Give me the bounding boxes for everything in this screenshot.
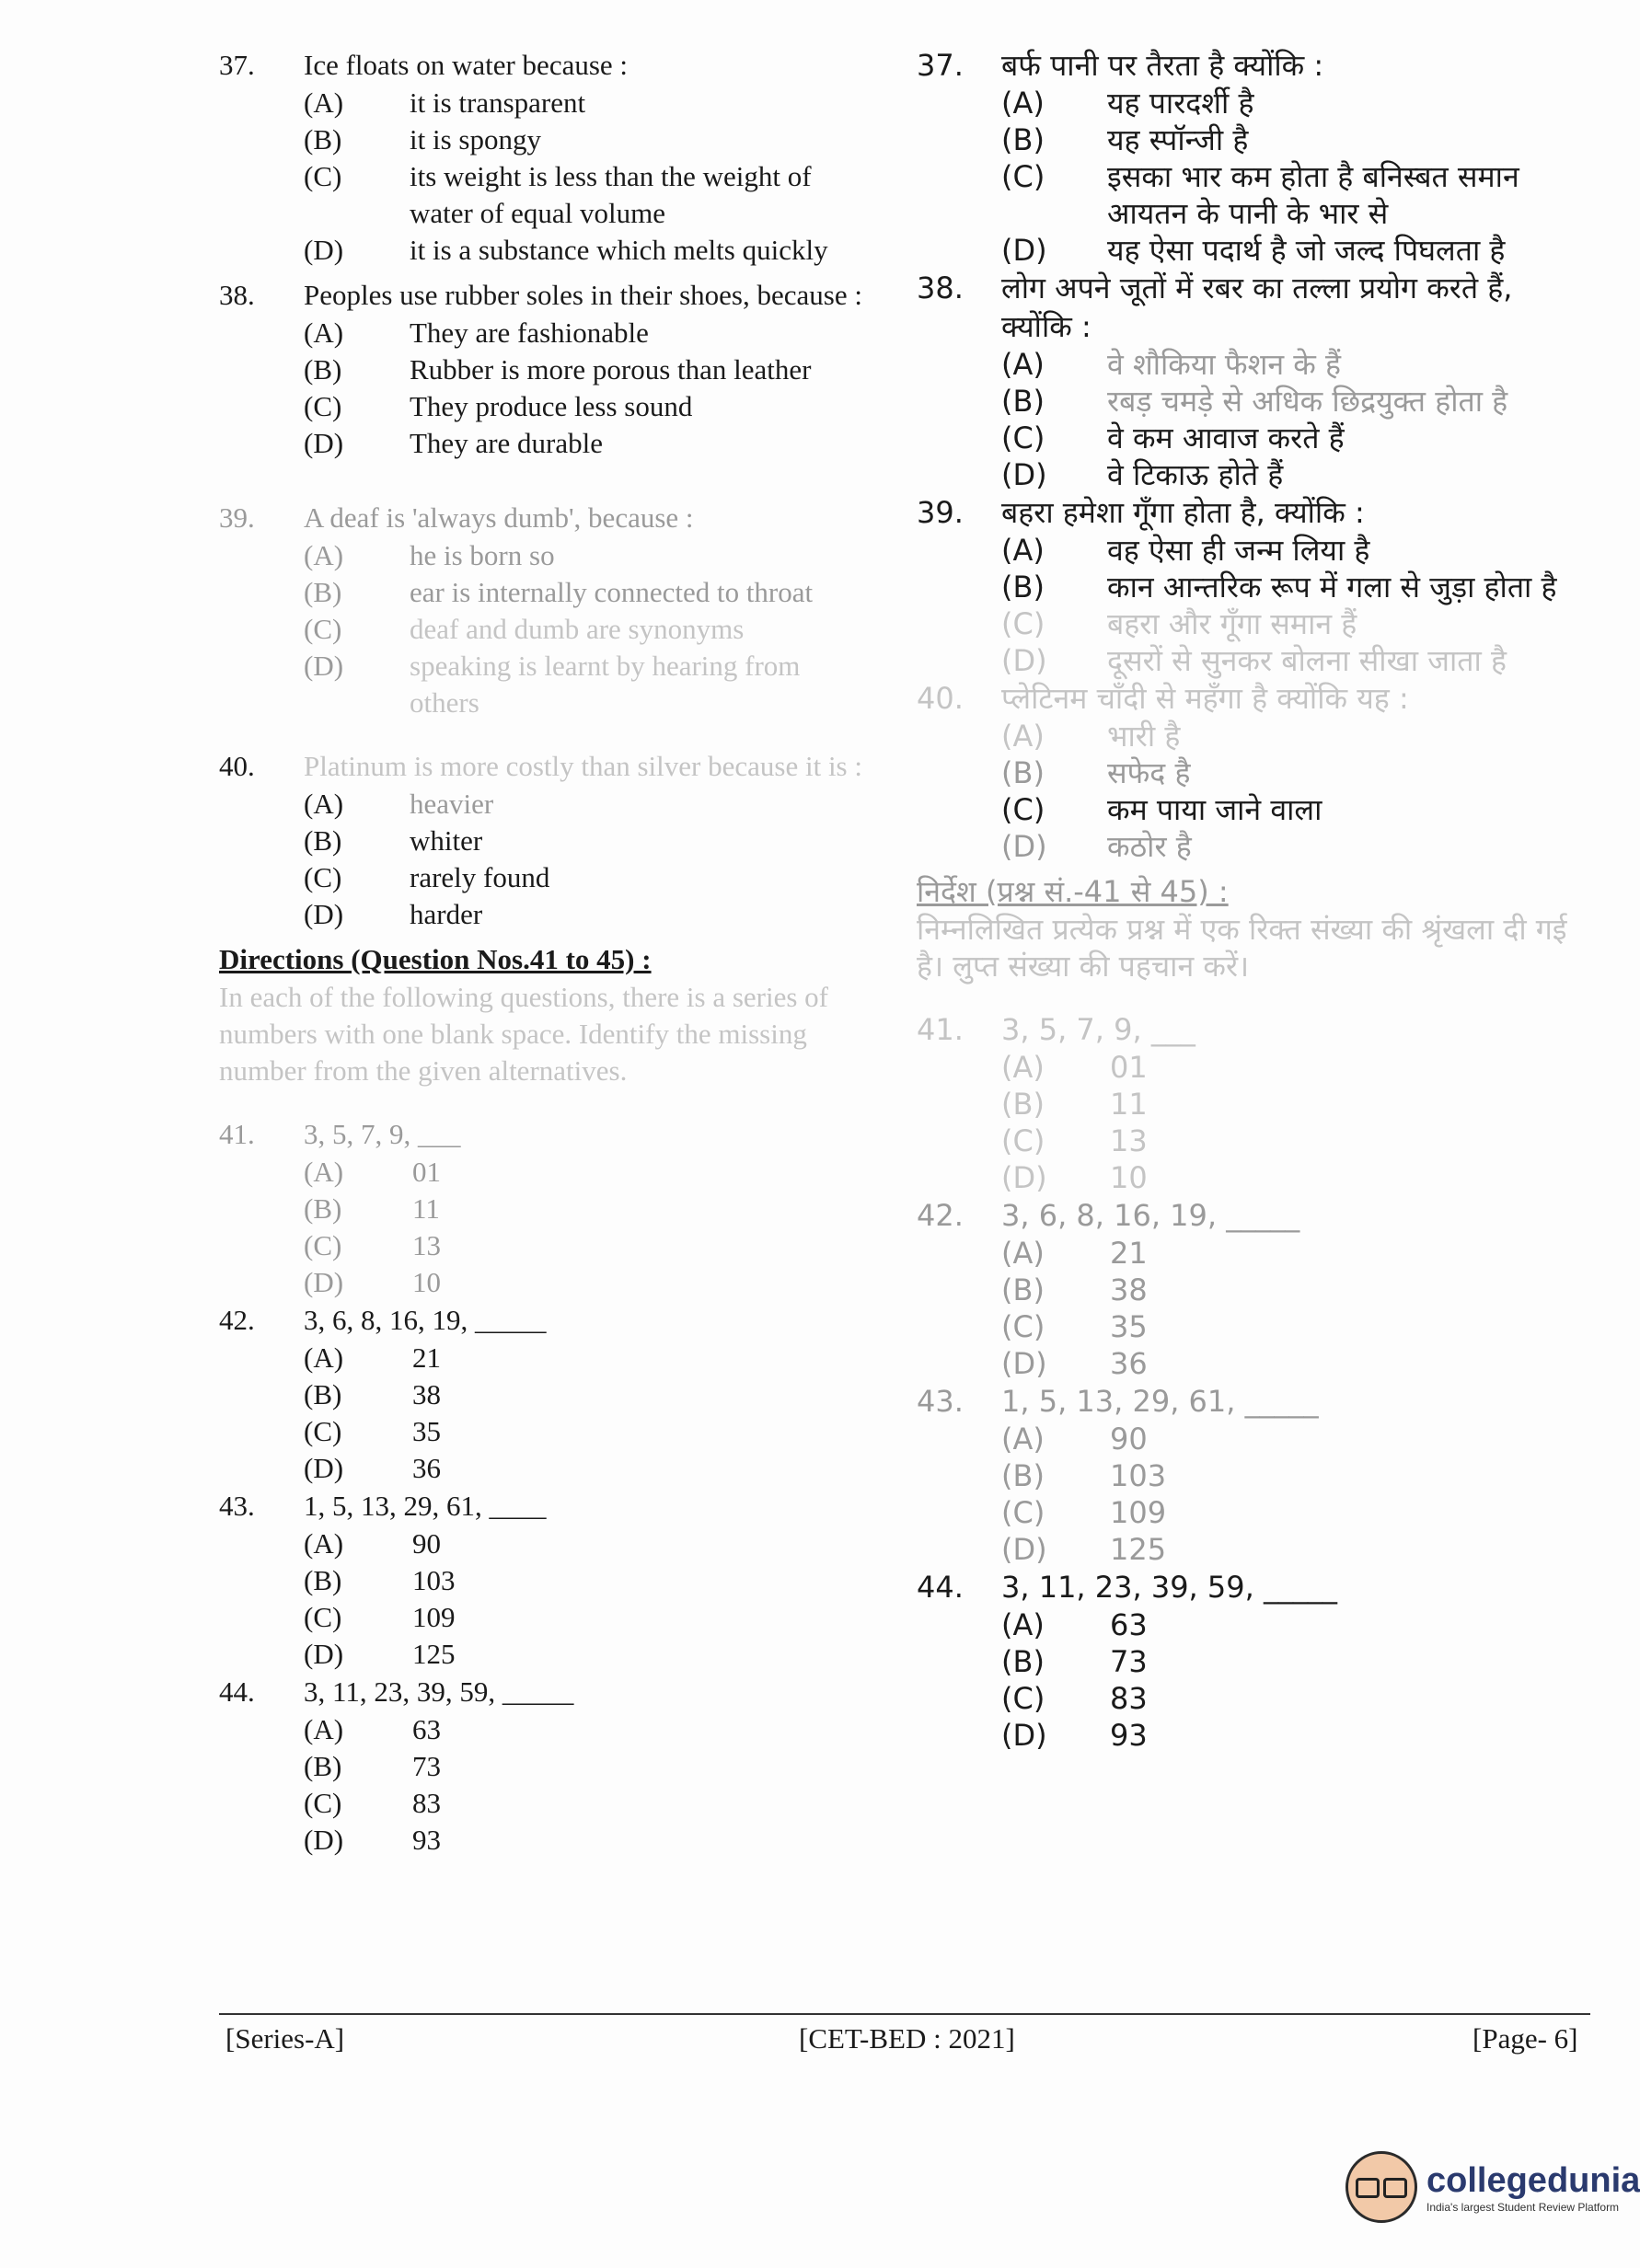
option: (B) 73 [1001,1644,1148,1679]
question-text: 3, 6, 8, 16, 19, _____ [304,1304,547,1336]
question-text: 3, 5, 7, 9, ___ [304,1118,461,1150]
option: (D) कठोर है [1001,829,1192,864]
question-40-hi [917,679,1579,865]
option: (B) 38 [1001,1272,1148,1307]
directions-body: निम्नलिखित प्रत्येक प्रश्न में एक रिक्त संख्या की श्रृंखला दी गई है। लुप्त संख्या की पहचान करें। [917,912,1567,984]
question-43-hi [917,1382,1579,1568]
option: (A) it is transparent [304,86,586,119]
question-text: Peoples use rubber soles in their shoes, because : [304,279,862,311]
footer-exam: [CET-BED : 2021] [799,2022,1015,2055]
question-text: 3, 5, 7, 9, ___ [1001,1012,1195,1047]
question-number: 37. [219,49,255,81]
option: (B) 11 [304,1192,440,1225]
question-text: Ice floats on water because : [304,49,629,81]
option: (A) 63 [304,1713,441,1745]
option: (C) 13 [1001,1123,1148,1158]
option: (C) वे कम आवाज करते हैं [1001,420,1345,455]
option: (C) बहरा और गूँगा समान हैं [1001,606,1357,641]
question-text: Platinum is more costly than silver because it is : [304,750,862,782]
option: (A) 63 [1001,1607,1148,1642]
question-text: बर्फ पानी पर तैरता है क्योंकि : [1001,48,1324,83]
option: (C) rarely found [304,861,550,893]
option: (C) deaf and dumb are synonyms [304,613,745,645]
question-38-en [219,276,863,462]
option: (B) ear is internally connected to throat [304,576,814,608]
question-number: 40. [219,750,255,782]
hindi-column [917,46,1579,1754]
question-43-en [219,1487,863,1673]
option: (B) 103 [304,1564,456,1596]
option: (A) 01 [1001,1050,1148,1085]
question-39-hi [917,493,1579,679]
option: (C) 35 [304,1415,441,1447]
question-text: 1, 5, 13, 29, 61, ____ [304,1490,547,1522]
question-number: 42. [917,1198,964,1233]
question-number: 39. [219,501,255,534]
option: (C) 13 [304,1229,441,1261]
option: (B) 73 [304,1750,441,1782]
option: (D) दूसरों से सुनकर बोलना सीखा जाता है [1001,643,1507,678]
question-text: बहरा हमेशा गूँगा होता है, क्योंकि : [1001,495,1365,530]
question-text: 3, 11, 23, 39, 59, _____ [1001,1570,1337,1605]
option: (D) speaking is learnt by hearing from others [304,650,801,719]
option: (D) वे टिकाऊ होते हैं [1001,457,1284,492]
option: (A) he is born so [304,539,555,571]
question-44-hi [917,1568,1579,1754]
question-number: 41. [917,1012,964,1047]
question-number: 39. [917,495,964,530]
question-number: 44. [219,1675,255,1708]
question-38-hi [917,269,1579,493]
option: (C) कम पाया जाने वाला [1001,792,1322,827]
question-37-hi [917,46,1579,269]
option: (C) 83 [304,1787,441,1819]
option: (D) They are durable [304,427,603,459]
option: (A) 90 [1001,1422,1148,1456]
option: (D) यह ऐसा पदार्थ है जो जल्द पिघलता है [1001,233,1506,268]
option: (A) 21 [304,1341,441,1374]
question-number: 43. [219,1490,255,1522]
question-39-en [219,499,863,721]
option: (C) its weight is less than the weight of water of equal volume [304,160,812,229]
question-text: 3, 6, 8, 16, 19, _____ [1001,1198,1300,1233]
option: (A) heavier [304,788,494,820]
question-number: 42. [219,1304,255,1336]
question-text: 1, 5, 13, 29, 61, _____ [1001,1384,1319,1419]
option: (C) 83 [1001,1681,1148,1716]
question-number: 40. [917,681,964,716]
option: (B) यह स्पॉन्जी है [1001,122,1249,157]
option: (B) कान आन्तरिक रूप में गला से जुड़ा होता है [1001,570,1557,604]
question-41-en [219,1115,863,1301]
option: (B) 11 [1001,1087,1148,1122]
option: (B) it is spongy [304,123,541,155]
question-number: 43. [917,1384,964,1419]
option: (A) यह पारदर्शी है [1001,86,1254,121]
question-42-hi [917,1196,1579,1382]
option: (D) it is a substance which melts quickly [304,234,828,266]
logo-name: collegedunia [1426,2160,1640,2200]
option: (D) 10 [1001,1160,1148,1195]
question-number: 38. [219,279,255,311]
english-column [219,46,863,1859]
option: (D) 125 [304,1638,456,1670]
option: (A) वे शौकिया फैशन के हैं [1001,347,1341,382]
logo-tagline: India's largest Student Review Platform [1426,2200,1620,2214]
option: (A) 90 [304,1527,441,1560]
question-number: 44. [917,1570,964,1605]
directions-title: Directions (Question Nos.41 to 45) : [219,943,652,975]
option: (D) harder [304,898,483,930]
option: (B) रबड़ चमड़े से अधिक छिद्रयुक्त होता है [1001,384,1508,419]
option: (A) वह ऐसा ही जन्म लिया है [1001,533,1370,568]
option: (D) 36 [304,1452,441,1484]
question-text: लोग अपने जूतों में रबर का तल्ला प्रयोग करते हैं, क्योंकि : [1001,271,1513,344]
option: (A) They are fashionable [304,317,649,349]
question-41-hi [917,1010,1579,1196]
option: (D) 36 [1001,1346,1148,1381]
question-40-en [219,747,863,933]
option: (D) 93 [304,1824,441,1856]
option: (C) 109 [1001,1495,1167,1530]
option: (B) Rubber is more porous than leather [304,353,812,386]
option: (A) 21 [1001,1236,1148,1271]
option: (D) 93 [1001,1718,1148,1753]
option: (B) whiter [304,824,483,857]
question-42-en [219,1301,863,1487]
option: (A) 01 [304,1156,441,1188]
question-text: 3, 11, 23, 39, 59, _____ [304,1675,574,1708]
directions-title: निर्देश (प्रश्न सं.-41 से 45) : [917,874,1229,909]
question-text: प्लेटिनम चाँदी से महँगा है क्योंकि यह : [1001,681,1409,716]
option: (C) 35 [1001,1309,1148,1344]
option: (D) 125 [1001,1532,1167,1567]
question-number: 38. [917,271,964,305]
footer-series: [Series-A] [225,2022,345,2055]
question-44-en [219,1673,863,1859]
option: (D) 10 [304,1266,441,1298]
question-37-en [219,46,863,269]
question-number: 41. [219,1118,255,1150]
option: (C) इसका भार कम होता है बनिस्बत समान आयतन के पानी के भार से [1001,159,1519,231]
option: (B) सफेद है [1001,755,1191,790]
footer-page: [Page- 6] [1473,2022,1578,2055]
collegedunia-logo [1345,2136,1640,2238]
option: (B) 38 [304,1378,441,1410]
question-number: 37. [917,48,964,83]
mascot-icon [1345,2151,1417,2223]
option: (C) They produce less sound [304,390,693,422]
directions-body: In each of the following questions, there is a series of numbers with one blank space. Identify the missing number from the given alternatives. [219,981,829,1087]
option: (B) 103 [1001,1458,1167,1493]
option: (C) 109 [304,1601,456,1633]
option: (A) भारी है [1001,719,1181,754]
footer-divider [219,2013,1590,2015]
question-text: A deaf is 'always dumb', because : [304,501,694,534]
